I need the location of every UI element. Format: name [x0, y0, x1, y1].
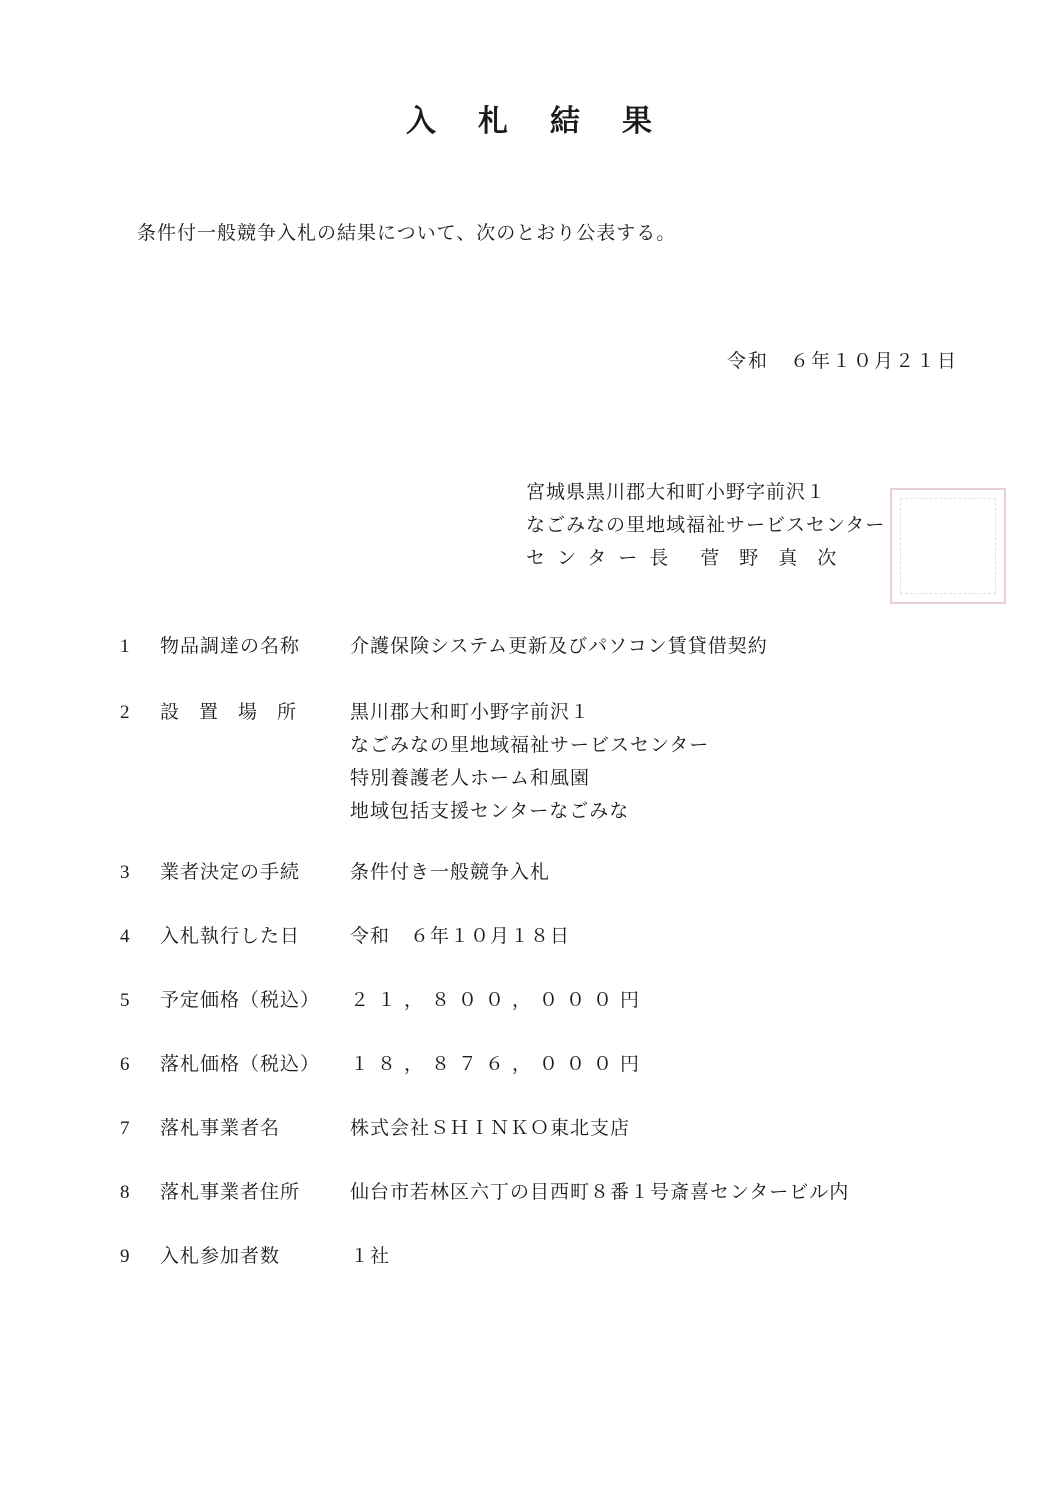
item-number: 7	[120, 1118, 130, 1139]
intro-text: 条件付一般競争入札の結果について、次のとおり公表する。	[137, 222, 677, 244]
publication-date: 令和 ６年１０月２１日	[726, 350, 958, 372]
item-label: 物品調達の名称	[160, 635, 301, 657]
item-number: 6	[120, 1054, 130, 1075]
item-number: 3	[120, 862, 130, 883]
issuer-organization: なごみなの里地域福祉サービスセンター	[526, 514, 886, 536]
item-location	[120, 696, 709, 828]
item-number: 5	[120, 990, 130, 1011]
item-value	[350, 984, 647, 1017]
item-label: 落札事業者名	[160, 1117, 281, 1139]
item-label: 業者決定の手続	[160, 861, 301, 883]
item-value: 令和 ６年１０月１８日	[350, 925, 571, 947]
official-seal	[890, 488, 1006, 604]
item-estimated-price	[120, 984, 647, 1017]
item-value: １社	[350, 1245, 391, 1267]
item-procedure	[120, 856, 550, 889]
location-line: 地域包括支援センターなごみな	[350, 800, 630, 822]
item-number: 1	[120, 636, 130, 657]
item-number: 2	[120, 702, 130, 723]
item-number: 4	[120, 926, 130, 947]
item-value: 仙台市若林区六丁の目西町８番１号斎喜センタービル内	[350, 1181, 850, 1203]
document-title: 入札結果	[406, 104, 694, 139]
item-winner-name	[120, 1112, 630, 1145]
location-line: 黒川郡大和町小野字前沢１	[350, 701, 591, 723]
estimated-price: ２１，８００，０００円	[350, 989, 648, 1011]
item-participants	[120, 1240, 390, 1273]
issuer-block	[526, 476, 885, 575]
item-label: 入札執行した日	[160, 925, 301, 947]
item-label: 落札価格（税込）	[160, 1053, 321, 1075]
item-value-list	[350, 696, 709, 828]
item-label: 落札事業者住所	[160, 1181, 301, 1203]
item-number: 8	[120, 1182, 130, 1203]
item-bid-date	[120, 920, 570, 953]
item-procurement-name	[120, 630, 768, 663]
winning-price: １８，８７６，０００円	[350, 1053, 648, 1075]
item-label: 設置場所	[160, 701, 317, 723]
item-value: 株式会社ＳＨＩＮＫＯ東北支店	[350, 1117, 631, 1139]
issuer-signature	[526, 542, 885, 575]
item-number: 9	[120, 1246, 130, 1267]
item-label: 入札参加者数	[160, 1245, 281, 1267]
location-line: なごみなの里地域福祉サービスセンター	[350, 734, 710, 756]
item-value	[350, 1048, 647, 1081]
item-value: 介護保険システム更新及びパソコン賃貸借契約	[350, 635, 768, 657]
item-value: 条件付き一般競争入札	[350, 861, 551, 883]
location-line: 特別養護老人ホーム和風園	[350, 767, 591, 789]
issuer-position: センター長	[526, 547, 681, 569]
item-winning-price	[120, 1048, 647, 1081]
item-label: 予定価格（税込）	[160, 989, 321, 1011]
issuer-address: 宮城県黒川郡大和町小野字前沢１	[526, 481, 827, 503]
issuer-name: 菅野真次	[700, 547, 857, 569]
item-winner-address	[120, 1176, 849, 1209]
